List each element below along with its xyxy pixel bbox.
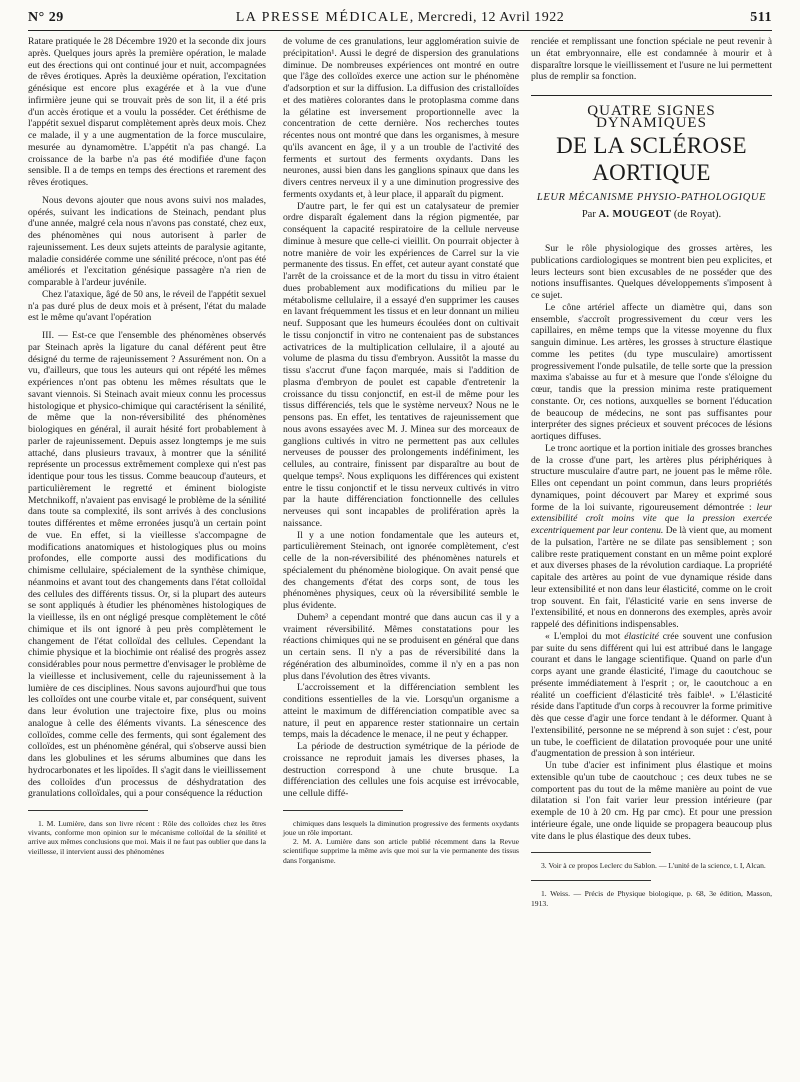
article-subtitle: LEUR MÉCANISME PHYSIO-PATHOLOGIQUE <box>536 191 767 203</box>
paragraph: Sur le rôle physiologique des grosses artères, les publications cardiologiques se montrent bien peu explicites, et leurs lecteurs sont bien excusables de ne posséder que des notions insuffisantes. Quelques développements s'imposent à ce sujet. <box>531 243 772 301</box>
journal-header: LA PRESSE MÉDICALE, Mercredi, 12 Avril 1922 <box>235 10 565 25</box>
footnotes <box>283 819 519 865</box>
footnote-rule <box>283 810 403 811</box>
text-run: Le tronc aortique et la portion initiale des grosses branches de la crosse d'une part, les artères plus périphériques à structure musculaire d'autre part, ne jouent pas le même rôle. Elles ont cependant un point commun, dans leurs propriétés dynamiques, point découvert par Marey et exprimé sous forme de la loi suivante, rigoureusement démontrée : <box>531 442 772 513</box>
byline-prefix: Par <box>581 209 599 221</box>
byline-affiliation: (de Royat). <box>671 209 722 221</box>
article-byline <box>531 209 772 221</box>
paragraph: La période de destruction symétrique de la période de croissance ne reproduit jamais les diverses phases, la destruction correspond à une chute brusque. La différenciation des cellules une fois acquise est irrévocable, une cellule diffé- <box>283 741 519 799</box>
paragraph: de volume de ces granulations, leur agglomération suivie de précipitation¹. Aussi le degré de dispersion des granulations diminue. De nombreuses expériences ont montré en outre que l'âge des colloïdes exerce une action sur le phénomène d'adsorption et sur la diffusion. La diffusion des cristalloïdes et des matières colorantes dans le protoplasma comme dans la gélatine est inversement proportionnelle avec la concentration de cette dernière. Nos recherches toutes récentes nous ont montré que dans les organismes, à mesure qu'ils avancent en âge, il y a un trouble de l'activité des ferments et surtout des ferments oxydants. Dans les neurones, aussi bien dans les ganglions spinaux que dans les divers centres nerveux il y a une diminution progressive des ferments oxydants et, à leur place, il apparaît du pigment. <box>283 36 519 200</box>
article-title: DE LA SCLÉROSE AORTIQUE <box>556 132 747 185</box>
page-header <box>28 8 772 31</box>
paragraph: III. — Est-ce que l'ensemble des phénomènes observés par Steinach après la ligature du canal déférent peut être désigné du terme de rajeunissement ? Assurément non. On a vu, d'ailleurs, que tous les auteurs qui ont répété les mêmes expériences n'ont pas obtenu les mêmes résultats que le savant viennois. Si Steinach avait mieux connu les processus histologique et physico-chimique qui caractérisent la sénilité, de même que la non-réversibilité des phénomènes biologiques en général, il aurait hésité fort probablement à parler de rajeunissement. Depuis assez longtemps je me suis attaché, dans plusieurs travaux, à montrer que la sénilité représente un processus extrêmement complexe qui n'est pas identique pour tous les tissus. Comme beaucoup d'auteurs, et particulièrement le regretté et éminent biologiste Metchnikoff, n'avaient pas envisagé le problème de la sénilité dans toute sa complexité, ils sont arrivés à des conclusions toutes différentes et même erronées jusqu'à un certain point de vue. En effet, si la vieillesse s'accompagne de modifications anatomiques et histologiques plus ou moins profondes, elle comporte aussi des modifications du chimisme cellulaire, spécialement de la synthèse chimique, néanmoins et avant tout des changements dans l'état colloïdal des cellules des différents tissus. Or, si la plupart des auteurs se sont appliqués à étudier les phénomènes histologiques de la vieillesse, ils en ont négligé presque complètement le côté chimique et ils ont ignoré à peu près complètement le changement de l'état colloïdal des cellules. Cependant la chimie physique et la biochimie ont réalisé des progrès assez considérables pour nous permettre d'envisager le problème de la vieillesse et inclusivement, celle du rajeunissement à la lumière de ces disciplines. Nous savons aujourd'hui que tous les colloïdes ont une courbe vitale et, par conséquent, suivent dans leur évolution une trajectoire fixe, plus ou moins analogue à celle des éléments vivants. La sénescence des colloïdes, comme celle des ferments, qui sont également des colloïdes, est un phénomène général, qui s'observe aussi bien dans les globulines et les sérums albumines que dans les hydrocarbonates et les lipoïdes. Il s'agit dans le vieillissement des colloïdes d'un processus de déshydratation des granulations colloïdales, qui a pour conséquence la réduction <box>28 330 266 800</box>
page-number: 511 <box>750 10 772 25</box>
footnote: 3. Voir à ce propos Leclerc du Sablon. — L'unité de la science, t. I, Alcan. <box>541 861 766 871</box>
text-run: crée souvent une confusion par suite du sens différent qui lui est attribué dans le langage courant et dans le langage scientifique. Quand on parle d'un corps ayant une grande élasticité, l'image du caoutchouc se présente immédiatement à l'esprit ; or, le caoutchouc a en réalité un coefficient d'élasticité très faible¹. » L'élasticité réside dans l'aptitude d'un corps à recouvrer la forme primitive dès que cesse d'agir une force tendant à le déformer. Quant à l'extensibilité, personne ne se méprend à son sujet : c'est, pour un tube, le coefficient de dilatation provoquée pour une unité d'augmentation de pression à son intérieur. <box>531 630 772 760</box>
paragraph: L'accroissement et la différenciation semblent les conditions essentielles de la vie. Lorsqu'un organisme a atteint le maximum de différenciation compatible avec sa nature, il peut en apparence rester stationnaire un certain temps, mais la décadence le menace, il ne peut y échapper. <box>283 682 519 741</box>
footnote: 2. M. A. Lumière dans son article publié récemment dans la Revue scientifique supprime la même avis que moi sur la vie permanente des tissus dans l'organisme. <box>283 837 519 865</box>
paragraph: Un tube d'acier est infiniment plus élastique et moins extensible qu'un tube de caoutchouc ; ces deux tubes ne se comportent pas du tout de la même manière au point de vue dilatation si l'on fait varier leur pression intérieure (par exemple de 10 à 20 cm. Hg par cmc). Et pour une pression intérieure égale, une onde liquide se propagera beaucoup plus vite dans le plus élastique des deux tubes. <box>531 760 772 842</box>
text-run: « L'emploi du mot <box>545 630 625 642</box>
byline-author: A. MOUGEOT <box>598 209 672 221</box>
footnote: 1. M. Lumière, dans son livre récent : Rôle des colloïdes chez les êtres vivants, conforme mon opinion sur le mécanisme colloïdal de la sénilité et arrive aux mêmes conclusions que moi. Mais il ne faut pas oublier que dans la vieillesse, il intervient aussi des phénomènes <box>28 819 266 856</box>
paragraph <box>531 631 772 760</box>
footnote: 1. Weiss. — Précis de Physique biologique, p. 68, 3e édition, Masson, 1913. <box>531 889 772 908</box>
text-run: De là vient que, au moment de la pulsation, l'artère ne se dilate pas sensiblement ; son calibre reste pratiquement constant en un même point exploré et aux diverses phases de la révolution cardiaque. La propriété capitale des artères au point de vue dynamique réside dans leur extensibilité et non dans leur élasticité, comme on le croit trop souvent. En fait, l'élasticité varie en sens inverse de l'extensibilité, et nous en donnerons des exemples, après avoir rappelé des définitions indispensables. <box>531 525 772 630</box>
column-middle <box>283 36 519 865</box>
paragraph: Duhem³ a cependant montré que dans aucun cas il y a vraiment réversibilité. Mêmes constatations pour les réactions chimiques qui ne se produisent en général que dans un certain sens. Il n'y a pas de réversibilité dans la régénération des albuminoïdes, comme il n'y en a pas non plus dans l'évolution des êtres vivants. <box>283 611 519 682</box>
article-separator <box>531 95 772 96</box>
footnote-rule <box>531 880 651 881</box>
emphasis: élasticité <box>624 630 659 642</box>
law-statement: leur extensibilité croît moins vite que la pression exercée excentriquement par leur contenu. <box>531 501 772 536</box>
paragraph: Nous devons ajouter que nous avons suivi nos malades, opérés, suivant les indications de Steinach, pendant plus d'une année, malgré cela nous n'avons pas constaté, chez eux, des phénomènes qui nous autorisent à parler de rajeunissement. Les deux sujets atteints de paralysie agitante, maladie considérée comme une sénilité précoce, n'ont pas été améliorés et l'excitation génésique passagère n'a rien de comparable à l'ardeur juvénile. <box>28 194 266 288</box>
paragraph: Le cône artériel affecte un diamètre qui, dans son ensemble, s'accroît progressivement du cœur vers les capillaires, en même temps que la vitesse moyenne du flux sanguin diminue. Les artères, les grosses à structure élastique comme les petites (du type musculaire) amortissent progressivement l'onde pulsatile, de telle sorte que la pression maxima s'abaisse au fur et à mesure que l'onde s'éloigne du cœur, tandis que la pression minima reste pratiquement constante. Or, ces notions, auxquelles se bornent l'éducation de beaucoup de médecins, ne sont pas suffisantes pour interpréter des signes précieux et souvent précoces de lésions aortiques diffuses. <box>531 301 772 442</box>
footnote-rule <box>531 852 651 853</box>
paragraph: D'autre part, le fer qui est un catalysateur de premier ordre disparaît également dans la région pigmentée, par conséquent la capacité respiratoire de la cellule nerveuse diminue à mesure que celle-ci vieillit. On pourrait objecter à notre manière de voir les expériences de Carrel sur la vie permanente des tissus. En effet, cet auteur ayant constaté que l'arrêt de la croissance et de la mort du tissu in vitro étaient dues probablement aux modifications du milieu par le métabolisme cellulaire, il a essayé d'en supprimer les causes en lavant fréquemment les tissus et en leur donnant un milieu neuf. Supposant que les humeurs écoulées dont on cultivait le tissu conjonctif in vitro ne contenaient pas de substances activatrices de la multiplication cellulaire, il a ajouté au volume de plasma du tissu d'embryon. Aussitôt la masse du tissu s'accrut d'une façon marquée, mais si l'addition de plasma d'embryon de poulet est capable d'entretenir la croissance du tissu conjonctif, en est-il de même pour les tissus différenciés, tels que le système nerveux? Nous ne le pensons pas. En effet, les tentatives de rajeunissement que nous avons essayées avec M. J. Minea sur des morceaux de ganglions cultivés in vitro ne permettent pas aux cellules nerveuses de pousser des prolongements indéfiniment, les cellules, au contraire, finissent par disparaître au bout de quelque temps². Nous expliquons les différences qui existent entre le tissu conjonctif et le tissu nerveux cultivés in vitro par la haute différenciation fonctionnelle des cellules nerveuses qui sont incapables de prolifération après la naissance. <box>283 200 519 529</box>
article-kicker: QUATRE SIGNES DYNAMIQUES <box>587 103 716 131</box>
journal-title: LA PRESSE MÉDICALE <box>235 10 410 25</box>
column-right <box>531 36 772 908</box>
paragraph <box>531 443 772 631</box>
paragraph: renciée et remplissant une fonction spéciale ne peut revenir à un état embryonnaire, elle est condamnée à mourir et à disparaître lorsque le vieillissement et l'usure ne lui permettent plus de remplir sa fonction. <box>531 36 772 83</box>
issue-number: N° 29 <box>28 10 64 25</box>
footnote-rule <box>28 810 148 811</box>
footnote: chimiques dans lesquels la diminution progressive des ferments oxydants joue un rôle important. <box>283 818 519 837</box>
footnotes <box>531 861 772 908</box>
footnotes <box>28 819 266 856</box>
paragraph: Il y a une notion fondamentale que les auteurs et, particulièrement Steinach, ont ignorée complètement, c'est celle de la non-réversibilité des phénomènes naturels et spécialement du phénomène biologique. On avait pensé que des changements d'état des corps sont, de tous les phénomènes physiques, ceux où la réversibilité semble le plus évidente. <box>283 529 519 611</box>
issue-date: Mercredi, 12 Avril 1922 <box>417 10 565 25</box>
paragraph: Chez l'ataxique, âgé de 50 ans, le réveil de l'appétit sexuel n'a pas duré plus de deux mois et à présent, l'état du malade est le même qu'avant l'opération <box>28 288 266 324</box>
column-left <box>28 36 266 856</box>
paragraph: Ratare pratiquée le 28 Décembre 1920 et la seconde dix jours après. Quelques jours après la première opération, le malade eut des érections qui ont continué jour et nuit, accompagnées de rêves érotiques. Après la deuxième opération, l'excitation génésique est encore plus exagérée et à la vue d'une infirmière jeune qui se trouvait près de son lit, il a été pris d'un accès érotique et a voulu la posséder. Cet éréthisme de l'appétit sexuel disparut complètement après deux mois. Chez ce malade, il y a une augmentation de la force musculaire, mesurée au dynamomètre. L'appétit n'a pas changé. La croissance de la barbe n'a pas été modifiée d'une façon sensible. Il a de temps en temps des érections et rarement des rêves érotiques. <box>28 36 266 188</box>
